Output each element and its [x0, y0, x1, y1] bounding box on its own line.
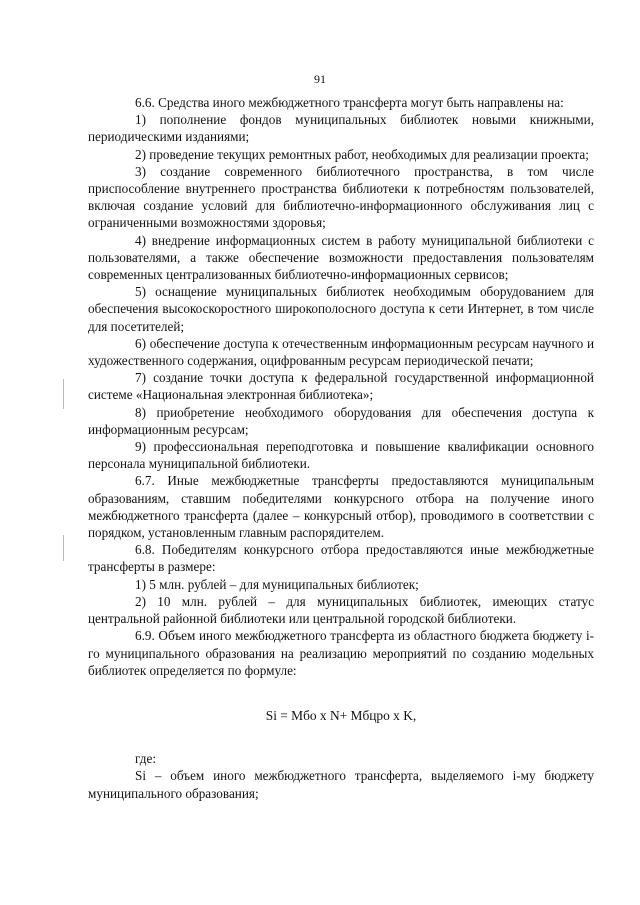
list-item-6-6-2: 2) проведение текущих ремонтных работ, необходимых для реализации проекта;	[135, 146, 589, 162]
list-item-6-6-8: 8) приобретение необходимого оборудования для обеспечения доступа к информационным ресурсам;	[88, 404, 594, 437]
scan-mark-left	[63, 535, 64, 561]
list-item-6-6-7: 7) создание точки доступа к федеральной государственной информационной системе «Национальная электронная библиотека»;	[88, 370, 594, 403]
list-item-6-6-9: 9) профессиональная переподготовка и повышение квалификации основного персонала муниципальной библиотеки.	[88, 439, 594, 472]
list-item-6-8-2: 2) 10 млн. рублей – для муниципальных библиотек, имеющих статус центральной районной библиотеки или центральной городской библиотеки.	[88, 593, 594, 627]
paragraph-6-8: 6.8. Победителям конкурсного отбора предоставляются иные межбюджетные трансферты в размере:	[88, 542, 594, 575]
list-item-6-6-5: 5) оснащение муниципальных библиотек необходимым оборудованием для обеспечения высокоскоростного широкополосного доступа к сети Интернет, в том числе для посетителей;	[88, 284, 594, 334]
formula-definition-si: Si – объем иного межбюджетного трансферта, выделяемого i-му бюджету муниципального образования;	[88, 768, 594, 801]
page-number: 91	[314, 72, 326, 86]
document-body	[88, 94, 594, 802]
paragraph-6-7: 6.7. Иные межбюджетные трансферты предоставляются муниципальным образованиям, ставшим победителями конкурсного отбора на получение иного межбюджетного трансферта (далее – конкурсный отбор), проводимого в соответствии с порядком, установленным главным распорядителем.	[88, 473, 594, 541]
list-item-6-6-6: 6) обеспечение доступа к отечественным информационным ресурсам научного и художественного содержания, оцифрованным ресурсам периодической печати;	[88, 335, 594, 369]
scan-mark-left	[63, 379, 64, 409]
formula-where-label: где:	[135, 751, 156, 767]
list-item-6-6-4: 4) внедрение информационных систем в работу муниципальной библиотеки с пользователями, а также обеспечение возможности предоставления пользователям современных централизованных библиотечно-информационных сервисов;	[88, 232, 594, 283]
list-item-6-6-1: 1) пополнение фондов муниципальных библиотек новыми книжными, периодическими изданиями;	[88, 112, 594, 145]
formula: Si = Мбо x N+ Мбцро x K,	[265, 707, 417, 723]
list-item-6-8-1: 1) 5 млн. рублей – для муниципальных библиотек;	[135, 576, 419, 592]
list-item-6-6-3: 3) создание современного библиотечного пространства, в том числе приспособление внутреннего пространства библиотеки к потребностям пользователей, включая создание условий для библиотечно-информационного обслуживания лиц с ограниченными возможностями здоровья;	[88, 163, 594, 231]
paragraph-6-6: 6.6. Средства иного межбюджетного трансферта могут быть направлены на:	[135, 95, 564, 110]
paragraph-6-9: 6.9. Объем иного межбюджетного трансферта из областного бюджета бюджету i-го муниципального образования на реализацию мероприятий по созданию модельных библиотек определяется по формуле:	[88, 628, 594, 678]
